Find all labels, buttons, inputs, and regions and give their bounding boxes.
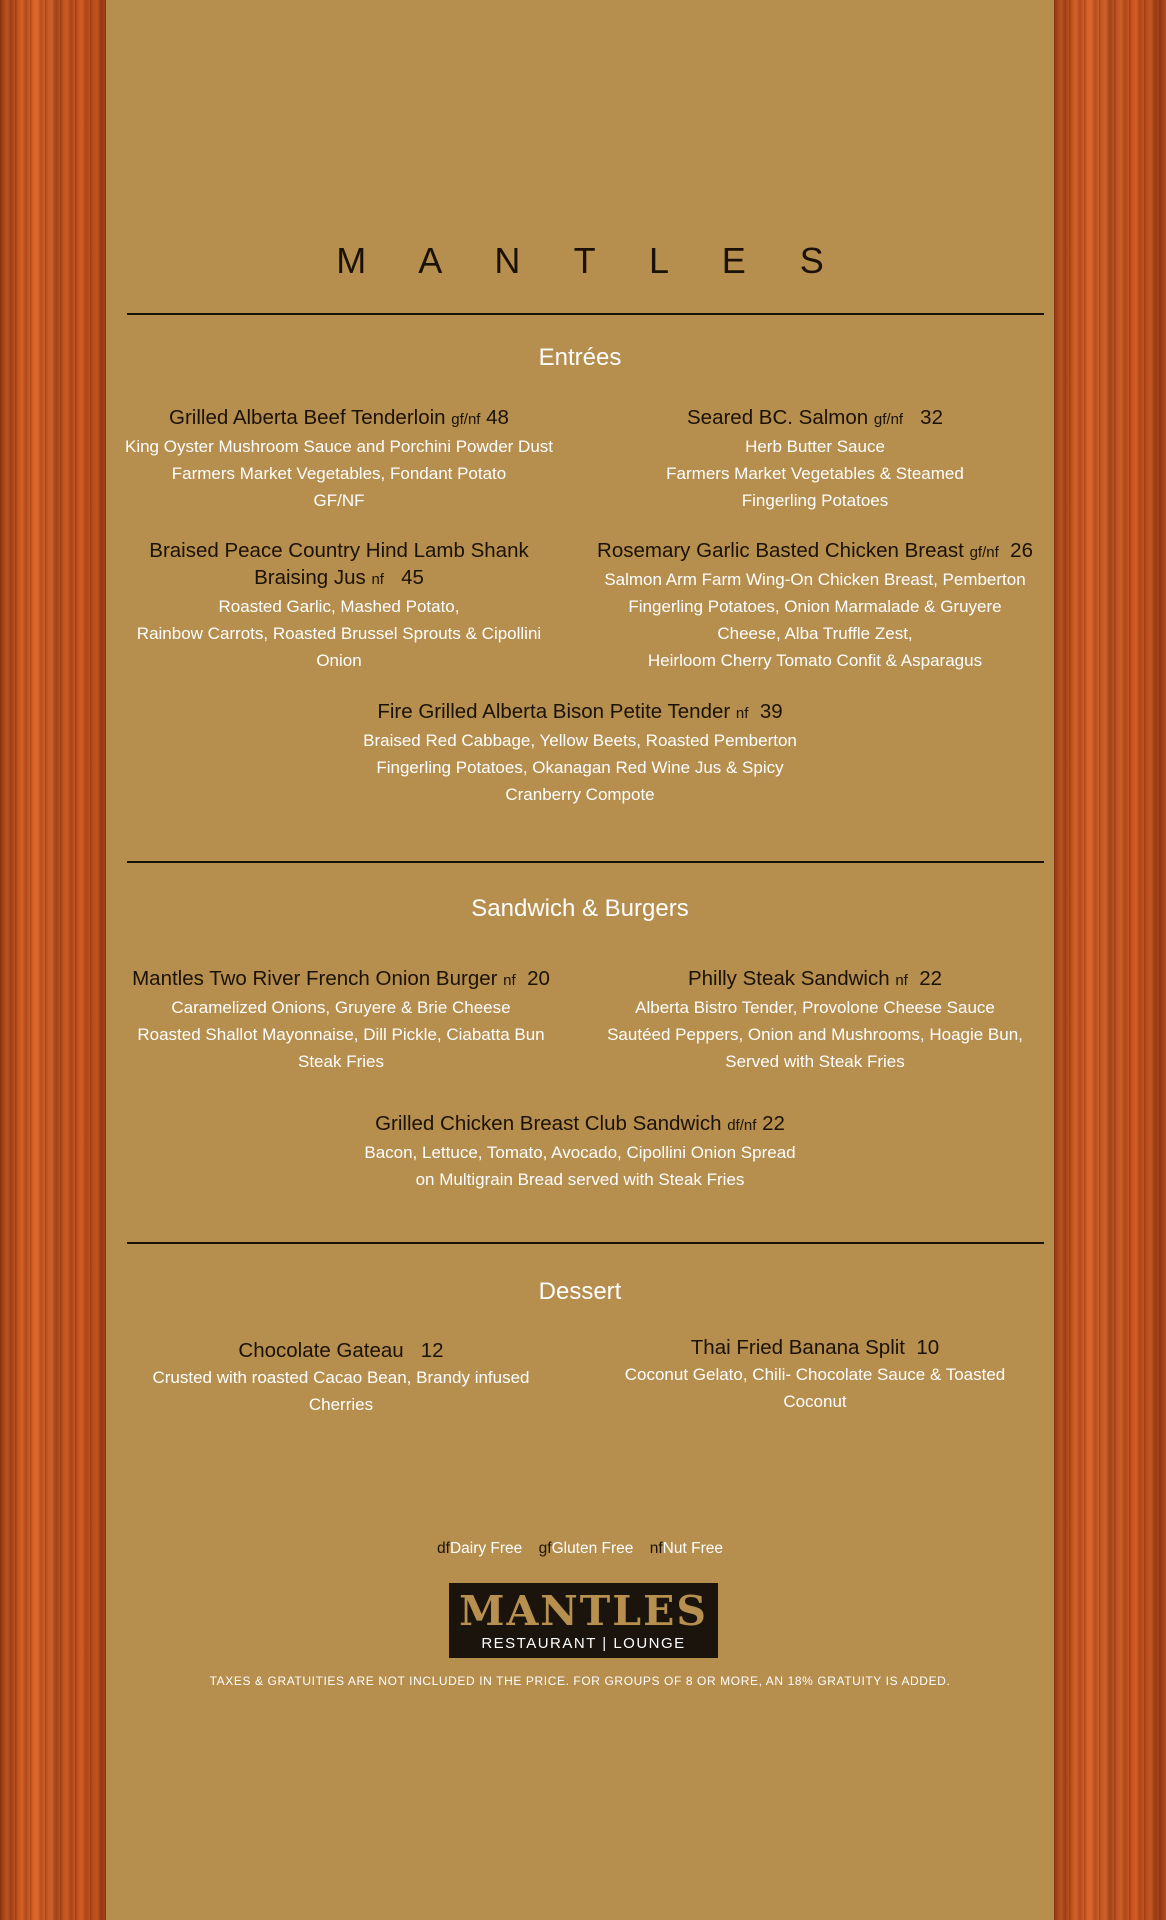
item-name: Grilled Chicken Breast Club Sandwich df/nf 22: [375, 1112, 785, 1135]
item-description: Cranberry Compote: [505, 785, 655, 804]
item-description: Bacon, Lettuce, Tomato, Avocado, Cipollini Onion Spread: [364, 1143, 796, 1162]
item-price: 10: [916, 1336, 940, 1359]
legend-item: gfGluten Free: [538, 1540, 634, 1557]
dietary-tag: df/nf: [727, 1117, 757, 1134]
dietary-tag: nf: [735, 705, 749, 722]
item-description: Farmers Market Vegetables & Steamed: [666, 464, 964, 483]
item-name: Chocolate Gateau 12: [238, 1339, 444, 1362]
item-description: Sautéed Peppers, Onion and Mushrooms, Hoagie Bun,: [607, 1025, 1023, 1044]
logo-wordmark: MANTLES: [459, 1587, 708, 1635]
item-description: Alberta Bistro Tender, Provolone Cheese Sauce: [635, 998, 995, 1017]
menu-item: [590, 404, 1040, 514]
item-name: Seared BC. Salmon gf/nf 32: [687, 406, 943, 429]
menu-item: [106, 1110, 1054, 1193]
legend-item: nfNut Free: [649, 1540, 723, 1557]
footer-note: TAXES & GRATUITIES ARE NOT INCLUDED IN THE PRICE. FOR GROUPS OF 8 OR MORE, AN 18% GRATUITY IS ADDED.: [209, 1674, 951, 1688]
item-description: Coconut: [783, 1392, 847, 1411]
dietary-tag: nf: [503, 972, 516, 989]
item-name-line2: Braising Jus nf 45: [254, 566, 424, 589]
menu-item: [106, 404, 572, 514]
section-title-entrees: Entrées: [538, 344, 622, 371]
legend-item: dfDairy Free: [437, 1540, 523, 1557]
item-price: 45: [401, 566, 424, 589]
divider: [127, 1242, 1044, 1244]
item-description: Herb Butter Sauce: [745, 437, 885, 456]
item-name: Mantles Two River French Onion Burger nf 20: [132, 967, 550, 990]
item-price: 26: [1010, 539, 1033, 562]
item-description: Fingerling Potatoes: [741, 491, 889, 510]
item-description: King Oyster Mushroom Sauce and Porchini Powder Dust: [124, 437, 554, 456]
dietary-tag: nf: [371, 571, 384, 588]
menu-item: [106, 537, 572, 674]
item-name: Philly Steak Sandwich nf 22: [687, 967, 943, 990]
item-description: Roasted Garlic, Mashed Potato,: [218, 597, 460, 616]
item-description: Cherries: [308, 1395, 374, 1414]
section-title-sandwiches: Sandwich & Burgers: [471, 895, 689, 922]
dietary-tag: gf/nf: [969, 544, 999, 561]
item-description: Braised Red Cabbage, Yellow Beets, Roasted Pemberton: [363, 731, 797, 750]
item-name: Braised Peace Country Hind Lamb Shank: [149, 539, 529, 562]
dietary-tag: nf: [895, 972, 908, 989]
item-price: 22: [919, 967, 943, 990]
item-description: Coconut Gelato, Chili- Chocolate Sauce & Toasted: [624, 1365, 1006, 1384]
item-description: Crusted with roasted Cacao Bean, Brandy infused: [152, 1368, 530, 1387]
item-price: 39: [759, 700, 783, 723]
item-price: 12: [420, 1339, 444, 1362]
item-name: Thai Fried Banana Split 10: [690, 1336, 940, 1359]
item-description: Roasted Shallot Mayonnaise, Dill Pickle, Ciabatta Bun: [137, 1025, 545, 1044]
dietary-legend: [106, 1540, 1054, 1558]
item-description: on Multigrain Bread served with Steak Fries: [415, 1170, 745, 1189]
item-description: Caramelized Onions, Gruyere & Brie Cheese: [171, 998, 511, 1017]
item-name: Grilled Alberta Beef Tenderloin gf/nf 48: [169, 406, 509, 429]
menu-title: M A N T L E S: [336, 240, 846, 281]
section-title-dessert: Dessert: [538, 1278, 622, 1305]
logo-subtitle: RESTAURANT | LOUNGE: [481, 1635, 686, 1652]
item-description: Steak Fries: [298, 1052, 384, 1071]
item-description: Fingerling Potatoes, Okanagan Red Wine Jus & Spicy: [376, 758, 784, 777]
item-name: Fire Grilled Alberta Bison Petite Tender nf 39: [377, 700, 783, 723]
item-description: Served with Steak Fries: [725, 1052, 905, 1071]
menu-panel: [106, 0, 1054, 1920]
item-description: GF/NF: [313, 491, 365, 510]
item-description: Onion: [316, 651, 362, 670]
item-price: 20: [527, 967, 550, 990]
item-description: Rainbow Carrots, Roasted Brussel Sprouts & Cipollini: [136, 624, 542, 643]
item-description: Farmers Market Vegetables, Fondant Potato: [171, 464, 507, 483]
menu-item: [590, 537, 1040, 674]
dietary-tag: gf/nf: [873, 411, 904, 428]
divider: [127, 313, 1044, 315]
item-price: 48: [486, 406, 509, 429]
divider: [127, 861, 1044, 863]
wood-border-left: [0, 0, 106, 1920]
dietary-tag: gf/nf: [451, 411, 481, 428]
menu-item: [590, 965, 1040, 1075]
restaurant-logo: [449, 1583, 718, 1658]
menu-item: [106, 1337, 576, 1418]
item-name: Rosemary Garlic Basted Chicken Breast gf/nf 26: [597, 539, 1033, 562]
item-price: 32: [920, 406, 943, 429]
wood-border-right: [1054, 0, 1166, 1920]
menu-item: [106, 965, 576, 1075]
menu-item: [590, 1334, 1040, 1415]
item-description: Cheese, Alba Truffle Zest,: [717, 624, 913, 643]
item-description: Salmon Arm Farm Wing-On Chicken Breast, Pemberton: [604, 570, 1026, 589]
menu-item: [106, 698, 1054, 808]
item-price: 22: [762, 1112, 785, 1135]
item-description: Heirloom Cherry Tomato Confit & Asparagus: [647, 651, 983, 670]
item-description: Fingerling Potatoes, Onion Marmalade & Gruyere: [628, 597, 1002, 616]
